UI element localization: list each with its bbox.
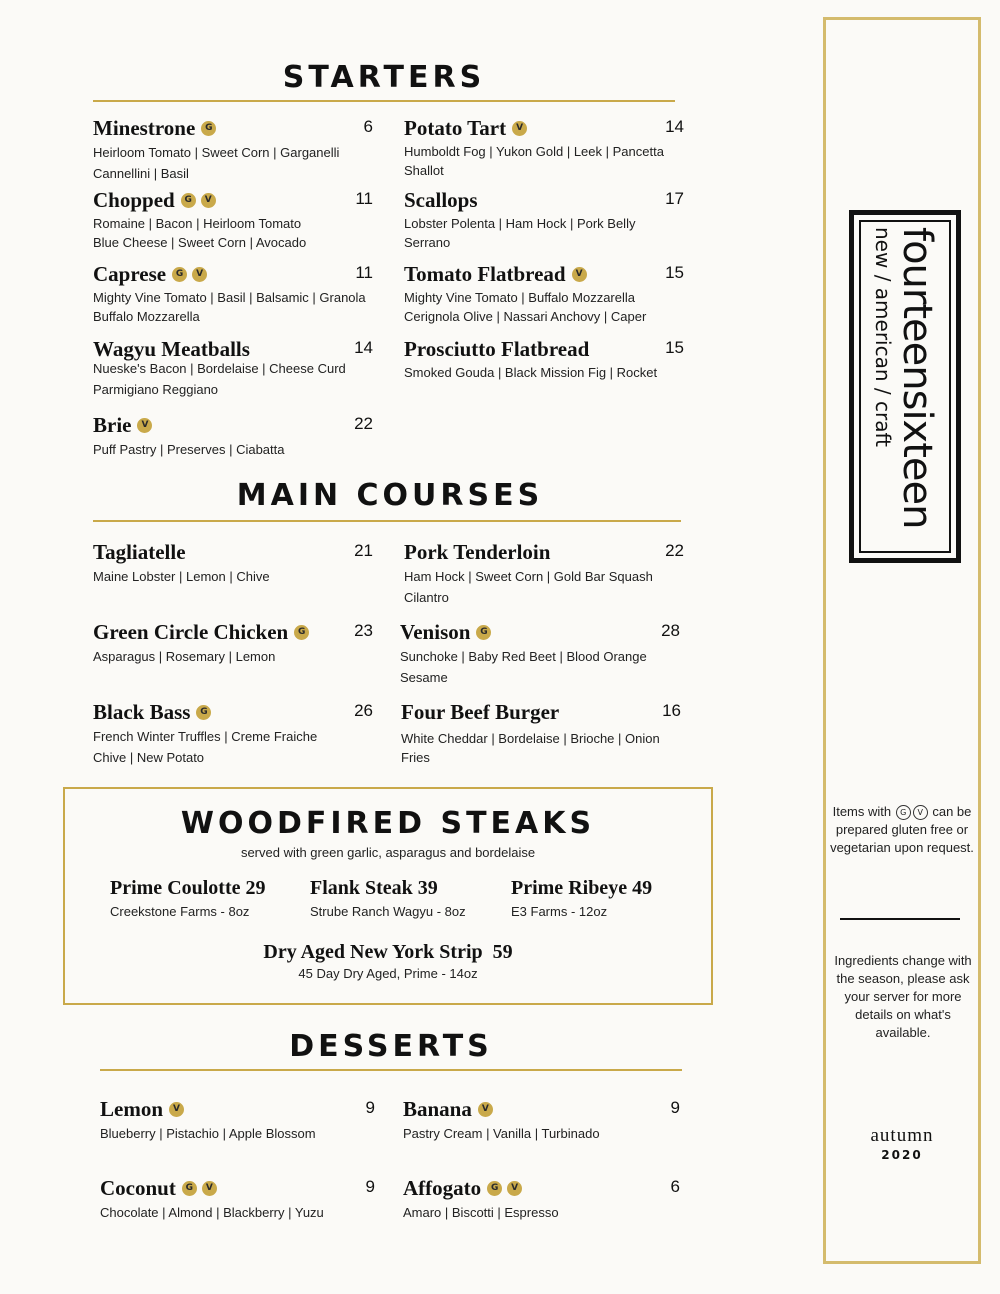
item-description-line2: Blue Cheese | Sweet Corn | Avocado <box>93 235 307 250</box>
item-description-line2: Shallot <box>404 163 444 178</box>
menu-item-pork-tenderloin <box>404 538 684 608</box>
starters-rule <box>93 100 675 102</box>
steak-prime-ribeye <box>511 877 652 919</box>
item-description: Blueberry | Pistachio | Apple Blossom <box>100 1126 316 1141</box>
item-description-line2: Cilantro <box>404 590 449 605</box>
vegetarian-badge-icon: V <box>169 1102 184 1117</box>
item-name: Green Circle Chicken <box>93 619 289 644</box>
item-price: 28 <box>661 621 680 640</box>
main-courses-rule <box>93 520 681 522</box>
dietary-note-body: can be prepared gluten free or vegetarian upon request. <box>830 804 974 855</box>
menu-item-caprese <box>93 260 373 326</box>
vegetarian-badge-icon: V <box>478 1102 493 1117</box>
item-description: White Cheddar | Bordelaise | Brioche | Onion <box>401 731 660 746</box>
item-price: 23 <box>354 621 373 640</box>
item-description: Humboldt Fog | Yukon Gold | Leek | Pancetta <box>404 144 664 159</box>
item-price: 6 <box>670 1177 680 1196</box>
menu-item-wagyu-meatballs <box>93 335 373 400</box>
menu-item-tagliatelle <box>93 538 373 587</box>
item-price: 9 <box>670 1098 680 1117</box>
item-price: 11 <box>355 189 373 208</box>
gluten-free-badge-icon: G <box>181 193 196 208</box>
item-description-line2: Serrano <box>404 235 451 250</box>
item-description: Mighty Vine Tomato | Buffalo Mozzarella <box>404 290 635 305</box>
vegetarian-badge-icon: V <box>913 805 928 820</box>
item-description-line2: Sesame <box>400 670 448 685</box>
vegetarian-badge-icon: V <box>572 267 587 282</box>
dietary-note-lead: Items with <box>832 804 892 819</box>
item-description: Heirloom Tomato | Sweet Corn | Garganelli <box>93 145 340 160</box>
item-description: Smoked Gouda | Black Mission Fig | Rocket <box>404 365 658 380</box>
item-description: Amaro | Biscotti | Espresso <box>403 1205 559 1220</box>
item-description-line2: Fries <box>401 750 430 765</box>
steak-prime-coulotte <box>110 877 266 919</box>
vegetarian-badge-icon: V <box>512 121 527 136</box>
sidebar-divider <box>840 918 960 920</box>
item-description: Pastry Cream | Vanilla | Turbinado <box>403 1126 600 1141</box>
steak-description: Strube Ranch Wagyu - 8oz <box>310 904 466 919</box>
steak-flank-steak <box>310 877 466 919</box>
item-name: Prosciutto Flatbread <box>404 336 590 361</box>
item-price: 22 <box>665 541 684 560</box>
item-price: 26 <box>354 701 373 720</box>
item-name: Four Beef Burger <box>401 699 560 724</box>
dietary-note <box>826 803 978 857</box>
item-name: Tomato Flatbread <box>404 261 566 286</box>
item-description: Romaine | Bacon | Heirloom Tomato <box>93 216 302 231</box>
item-price: 17 <box>665 189 684 208</box>
gluten-free-badge-icon: G <box>182 1181 197 1196</box>
item-price: 11 <box>355 263 373 282</box>
item-price: 15 <box>665 263 684 282</box>
item-name: Minestrone <box>93 115 196 140</box>
seasonal-note: Ingredients change with the season, please ask your server for more details on what's available. <box>834 953 972 1040</box>
steak-description: 45 Day Dry Aged, Prime - 14oz <box>298 966 478 981</box>
item-description: Sunchoke | Baby Red Beet | Blood Orange <box>400 649 647 664</box>
menu-item-black-bass <box>93 698 373 768</box>
steak-description: Creekstone Farms - 8oz <box>110 904 250 919</box>
steak-name: Prime Ribeye 49 <box>511 877 653 899</box>
item-name: Scallops <box>404 187 478 212</box>
logo-wordmark: fourteensixteen <box>894 226 940 528</box>
main-courses-title: MAIN COURSES <box>236 478 544 513</box>
item-description: French Winter Truffles | Creme Fraiche <box>93 729 318 744</box>
item-name: Wagyu Meatballs <box>93 336 250 361</box>
item-description: Maine Lobster | Lemon | Chive <box>93 569 270 584</box>
item-description-line2: Parmigiano Reggiano <box>93 382 219 397</box>
item-description: Ham Hock | Sweet Corn | Gold Bar Squash <box>404 569 653 584</box>
item-price: 16 <box>662 701 681 720</box>
item-name: Banana <box>403 1096 472 1121</box>
sidebar-panel <box>823 17 981 1264</box>
item-description-line2: Cerignola Olive | Nassari Anchovy | Caper <box>404 309 647 324</box>
item-name: Brie <box>93 412 132 437</box>
menu-item-brie <box>93 411 373 460</box>
item-name: Chopped <box>93 187 175 212</box>
item-price: 6 <box>363 117 373 136</box>
item-description: Nueske's Bacon | Bordelaise | Cheese Curd <box>93 361 346 376</box>
menu-item-minestrone <box>93 114 373 184</box>
vegetarian-badge-icon: V <box>201 193 216 208</box>
item-price: 21 <box>354 541 373 560</box>
item-description: Lobster Polenta | Ham Hock | Pork Belly <box>404 216 636 231</box>
menu-item-green-circle-chicken <box>93 618 373 667</box>
item-price: 9 <box>365 1098 375 1117</box>
item-description: Puff Pastry | Preserves | Ciabatta <box>93 442 285 457</box>
item-price: 9 <box>365 1177 375 1196</box>
steak-name: Dry Aged New York Strip 59 <box>263 941 513 963</box>
item-price: 14 <box>354 338 373 357</box>
item-name: Black Bass <box>93 699 191 724</box>
starters-title: STARTERS <box>282 60 486 95</box>
vegetarian-badge-icon: V <box>202 1181 217 1196</box>
item-description: Mighty Vine Tomato | Basil | Balsamic | Granola <box>93 290 366 305</box>
desserts-title: DESSERTS <box>289 1029 493 1064</box>
dessert-banana <box>403 1095 683 1144</box>
item-description-line2: Buffalo Mozzarella <box>93 309 200 324</box>
vegetarian-badge-icon: V <box>507 1181 522 1196</box>
item-description-line2: Cannellini | Basil <box>93 166 189 181</box>
menu-item-potato-tart <box>404 114 684 180</box>
menu-item-venison <box>400 618 680 688</box>
menu-item-prosciutto-flatbread <box>404 335 684 382</box>
item-name: Tagliatelle <box>93 539 186 564</box>
gluten-free-badge-icon: G <box>896 805 911 820</box>
gluten-free-badge-icon: G <box>294 625 309 640</box>
dessert-affogato <box>403 1174 683 1223</box>
menu-item-tomato-flatbread <box>404 260 684 326</box>
brand-logo <box>849 210 961 563</box>
gluten-free-badge-icon: G <box>196 705 211 720</box>
desserts-rule <box>100 1069 682 1071</box>
gluten-free-badge-icon: G <box>487 1181 502 1196</box>
item-name: Venison <box>400 619 471 644</box>
item-name: Coconut <box>100 1175 176 1200</box>
season-label: autumn <box>870 1125 934 1146</box>
steak-name: Flank Steak 39 <box>310 877 438 899</box>
woodfired-steaks-title: WOODFIRED STEAKS <box>180 806 596 841</box>
item-name: Pork Tenderloin <box>404 539 551 564</box>
item-name: Lemon <box>100 1096 163 1121</box>
item-description: Asparagus | Rosemary | Lemon <box>93 649 276 664</box>
item-description: Chocolate | Almond | Blackberry | Yuzu <box>100 1205 324 1220</box>
vegetarian-badge-icon: V <box>137 418 152 433</box>
item-description-line2: Chive | New Potato <box>93 750 205 765</box>
steaks-subtitle: served with green garlic, asparagus and bordelaise <box>240 845 536 860</box>
gluten-free-badge-icon: G <box>172 267 187 282</box>
steak-dry-aged-new-york-strip <box>63 941 713 981</box>
item-name: Potato Tart <box>404 115 507 140</box>
season-year: 2020 <box>881 1148 923 1162</box>
item-price: 15 <box>665 338 684 357</box>
steak-description: E3 Farms - 12oz <box>511 904 608 919</box>
dessert-lemon <box>100 1095 380 1144</box>
item-name: Affogato <box>403 1175 482 1200</box>
gluten-free-badge-icon: G <box>476 625 491 640</box>
vegetarian-badge-icon: V <box>192 267 207 282</box>
item-name: Caprese <box>93 261 167 286</box>
dessert-coconut <box>100 1174 380 1223</box>
item-price: 22 <box>354 414 373 433</box>
gluten-free-badge-icon: G <box>201 121 216 136</box>
steak-name: Prime Coulotte 29 <box>110 877 266 899</box>
logo-tagline: new / american / craft <box>871 226 895 447</box>
menu-item-scallops <box>404 186 684 252</box>
item-price: 14 <box>665 117 684 136</box>
menu-item-four-beef-burger <box>401 698 681 767</box>
menu-item-chopped <box>93 186 373 252</box>
